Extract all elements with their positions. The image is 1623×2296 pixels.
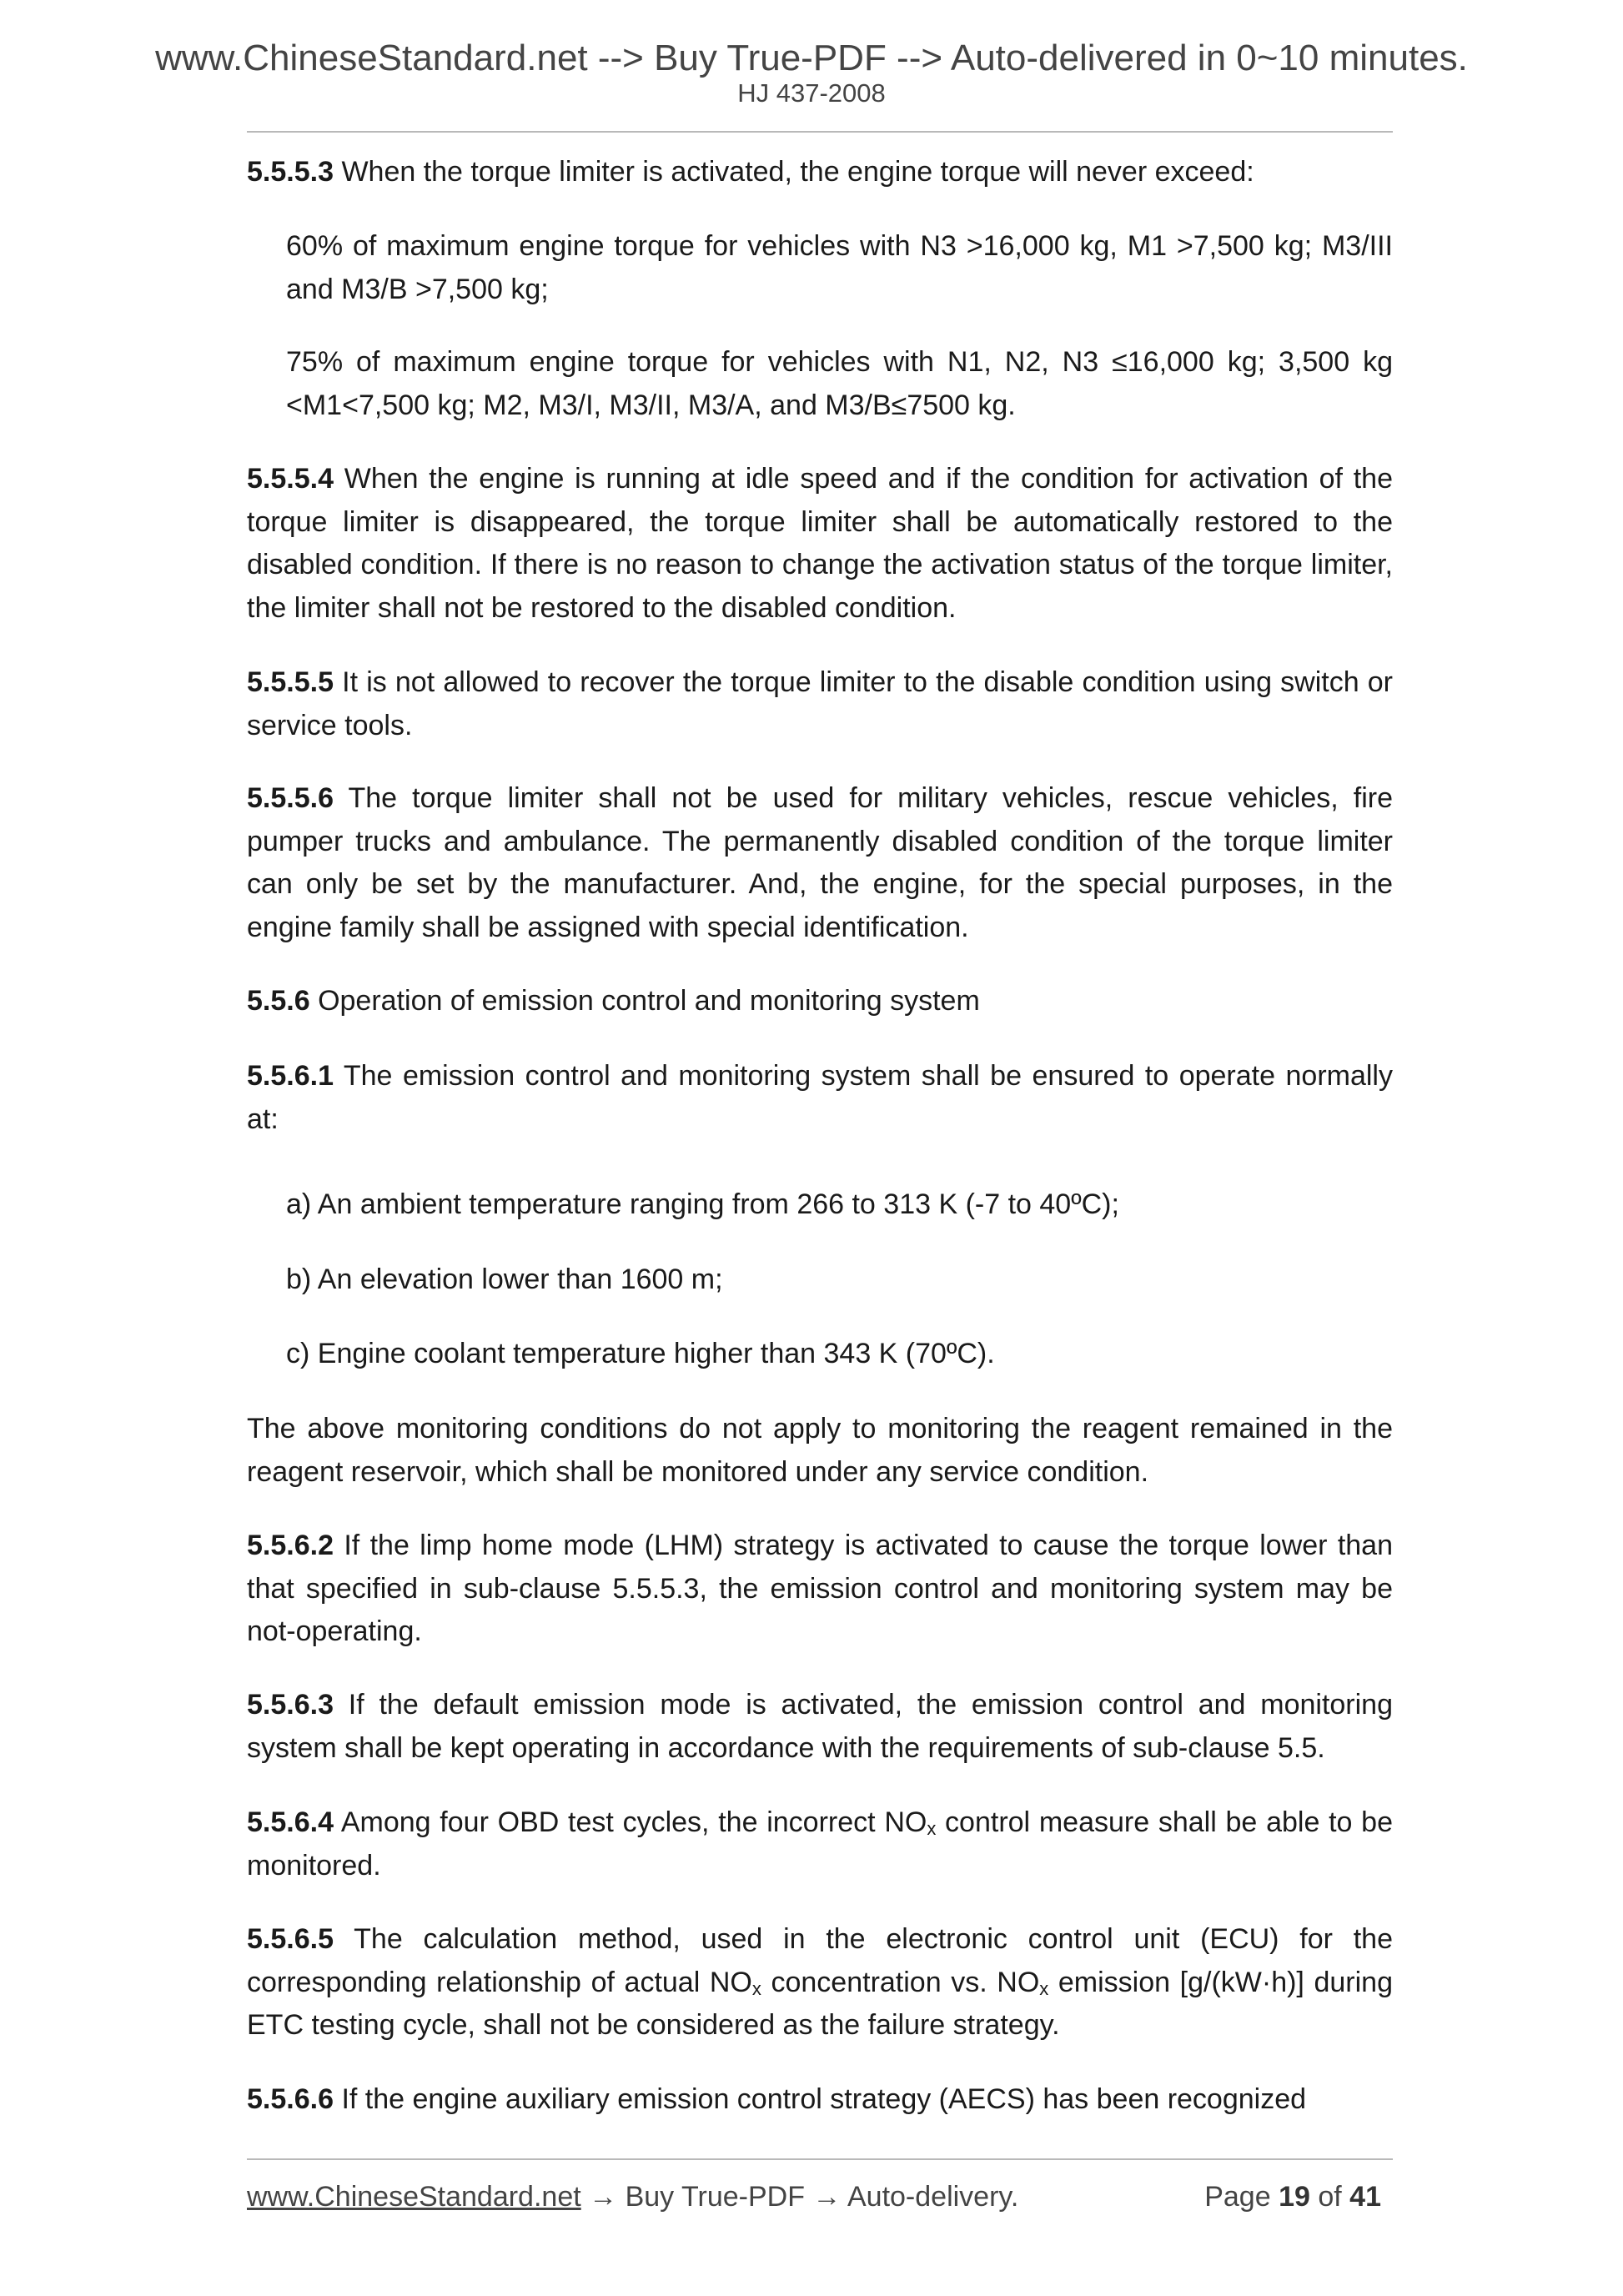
subscript-x: x [927,1818,937,1839]
clause-text: The torque limiter shall not be used for military vehicles, rescue vehicles, fire pumper trucks and ambulance. The permanently disabled condition of the torque limiter can only be set by the manufacturer. And, the engine, for the special purposes, in the engine family shall be assigned with special identification. [247,782,1393,943]
clause-number: 5.5.6.4 [247,1806,334,1838]
subscript-x: x [1039,1977,1049,1999]
clause-number: 5.5.5.3 [247,156,334,188]
clause-number: 5.5.6.6 [247,2083,334,2115]
clause-text: When the torque limiter is activated, the engine torque will never exceed: [341,156,1254,188]
clause-5-5-6-3 [247,1684,1393,1770]
header-divider [247,131,1393,133]
clause-number: 5.5.6.3 [247,1689,334,1721]
clause-5-5-5-3-item-1: 60% of maximum engine torque for vehicles with N3 >16,000 kg, M1 >7,500 kg; M3/III and M3/B >7,500 kg; [286,230,1393,305]
clause-5-5-5-3 [247,151,1393,194]
clause-5-5-6-1 [247,1055,1393,1141]
clause-number: 5.5.5.5 [247,666,334,698]
clause-5-5-6 [247,980,1393,1023]
clause-5-5-6-5 [247,1918,1393,2047]
clause-number: 5.5.5.6 [247,782,334,814]
document-code: HJ 437-2008 [737,78,886,108]
clause-5-5-6-4 [247,1801,1393,1887]
clause-5-5-5-3-item-2: 75% of maximum engine torque for vehicles with N1, N2, N3 ≤16,000 kg; 3,500 kg <M1<7,500 kg; M2, M3/I, M3/II, M3/A, and M3/B≤7500 kg. [286,346,1393,421]
footer-link-text: → Buy True-PDF → Auto-delivery. [580,2181,1019,2213]
clause-5-5-6-1-item-b: b) An elevation lower than 1600 m; [286,1264,723,1295]
clause-text: If the engine auxiliary emission control strategy (AECS) has been recognized [341,2083,1307,2115]
clause-text-part-3: emission [g/(kW·h)] during ETC testing cycle, shall not be considered as the failure strategy. [247,1966,1393,2041]
footer-divider [247,2158,1393,2160]
page-indicator [1204,2181,1381,2213]
clause-5-5-6-2 [247,1525,1393,1654]
clause-5-5-5-4 [247,458,1393,630]
page-word: Page [1204,2181,1271,2213]
page-of: of [1318,2181,1342,2213]
page-footer [247,2174,1393,2216]
header-banner: www.ChineseStandard.net --> Buy True-PDF --> Auto-delivered in 0~10 minutes. [155,38,1468,78]
clause-5-5-5-5 [247,661,1393,747]
clause-number: 5.5.5.4 [247,463,334,495]
clause-5-5-6-1-note: The above monitoring conditions do not apply to monitoring the reagent remained in the reagent reservoir, which shall be monitored under any service condition. [247,1413,1393,1488]
subscript-x: x [751,1977,761,1999]
clause-number: 5.5.6 [247,985,310,1017]
clause-text-after: control measure shall be able to be monitored. [247,1806,1393,1882]
clause-text: When the engine is running at idle speed and if the condition for activation of the torque limiter is disappeared, the torque limiter shall be automatically restored to the disabled condition. If there is no reason to change the activation status of the torque limiter, the limiter shall not be restored to the disabled condition. [247,463,1393,624]
clause-number: 5.5.6.2 [247,1530,334,1561]
page-total: 41 [1349,2181,1381,2213]
clause-text-part-1: The calculation method, used in the electronic control unit (ECU) for the corresponding relationship of actual NO [247,1923,1393,1998]
clause-text: Operation of emission control and monitoring system [318,985,980,1017]
clause-number: 5.5.6.5 [247,1923,334,1955]
clause-text-before: Among four OBD test cycles, the incorrect NO [340,1806,927,1838]
clause-5-5-6-1-item-a: a) An ambient temperature ranging from 266 to 313 K (-7 to 40ºC); [286,1188,1119,1220]
clause-text: The emission control and monitoring system shall be ensured to operate normally at: [247,1060,1393,1135]
page-number: 19 [1279,2181,1310,2213]
footer-website-link[interactable]: www.ChineseStandard.net [247,2181,581,2213]
clause-text: If the limp home mode (LHM) strategy is activated to cause the torque lower than that specified in sub-clause 5.5.5.3, the emission control and monitoring system may be not-operating. [247,1530,1394,1647]
clause-text: If the default emission mode is activated, the emission control and monitoring system shall be kept operating in accordance with the requirements of sub-clause 5.5. [247,1689,1393,1764]
clause-text: It is not allowed to recover the torque limiter to the disable condition using switch or service tools. [247,666,1393,741]
clause-5-5-6-1-item-c: c) Engine coolant temperature higher than 343 K (70ºC). [286,1338,995,1369]
footer-link-line [247,2181,1018,2213]
clause-number: 5.5.6.1 [247,1060,334,1092]
clause-5-5-5-6 [247,777,1393,949]
clause-text-part-2: concentration vs. NO [761,1966,1040,1998]
clause-5-5-6-6 [247,2078,1393,2122]
